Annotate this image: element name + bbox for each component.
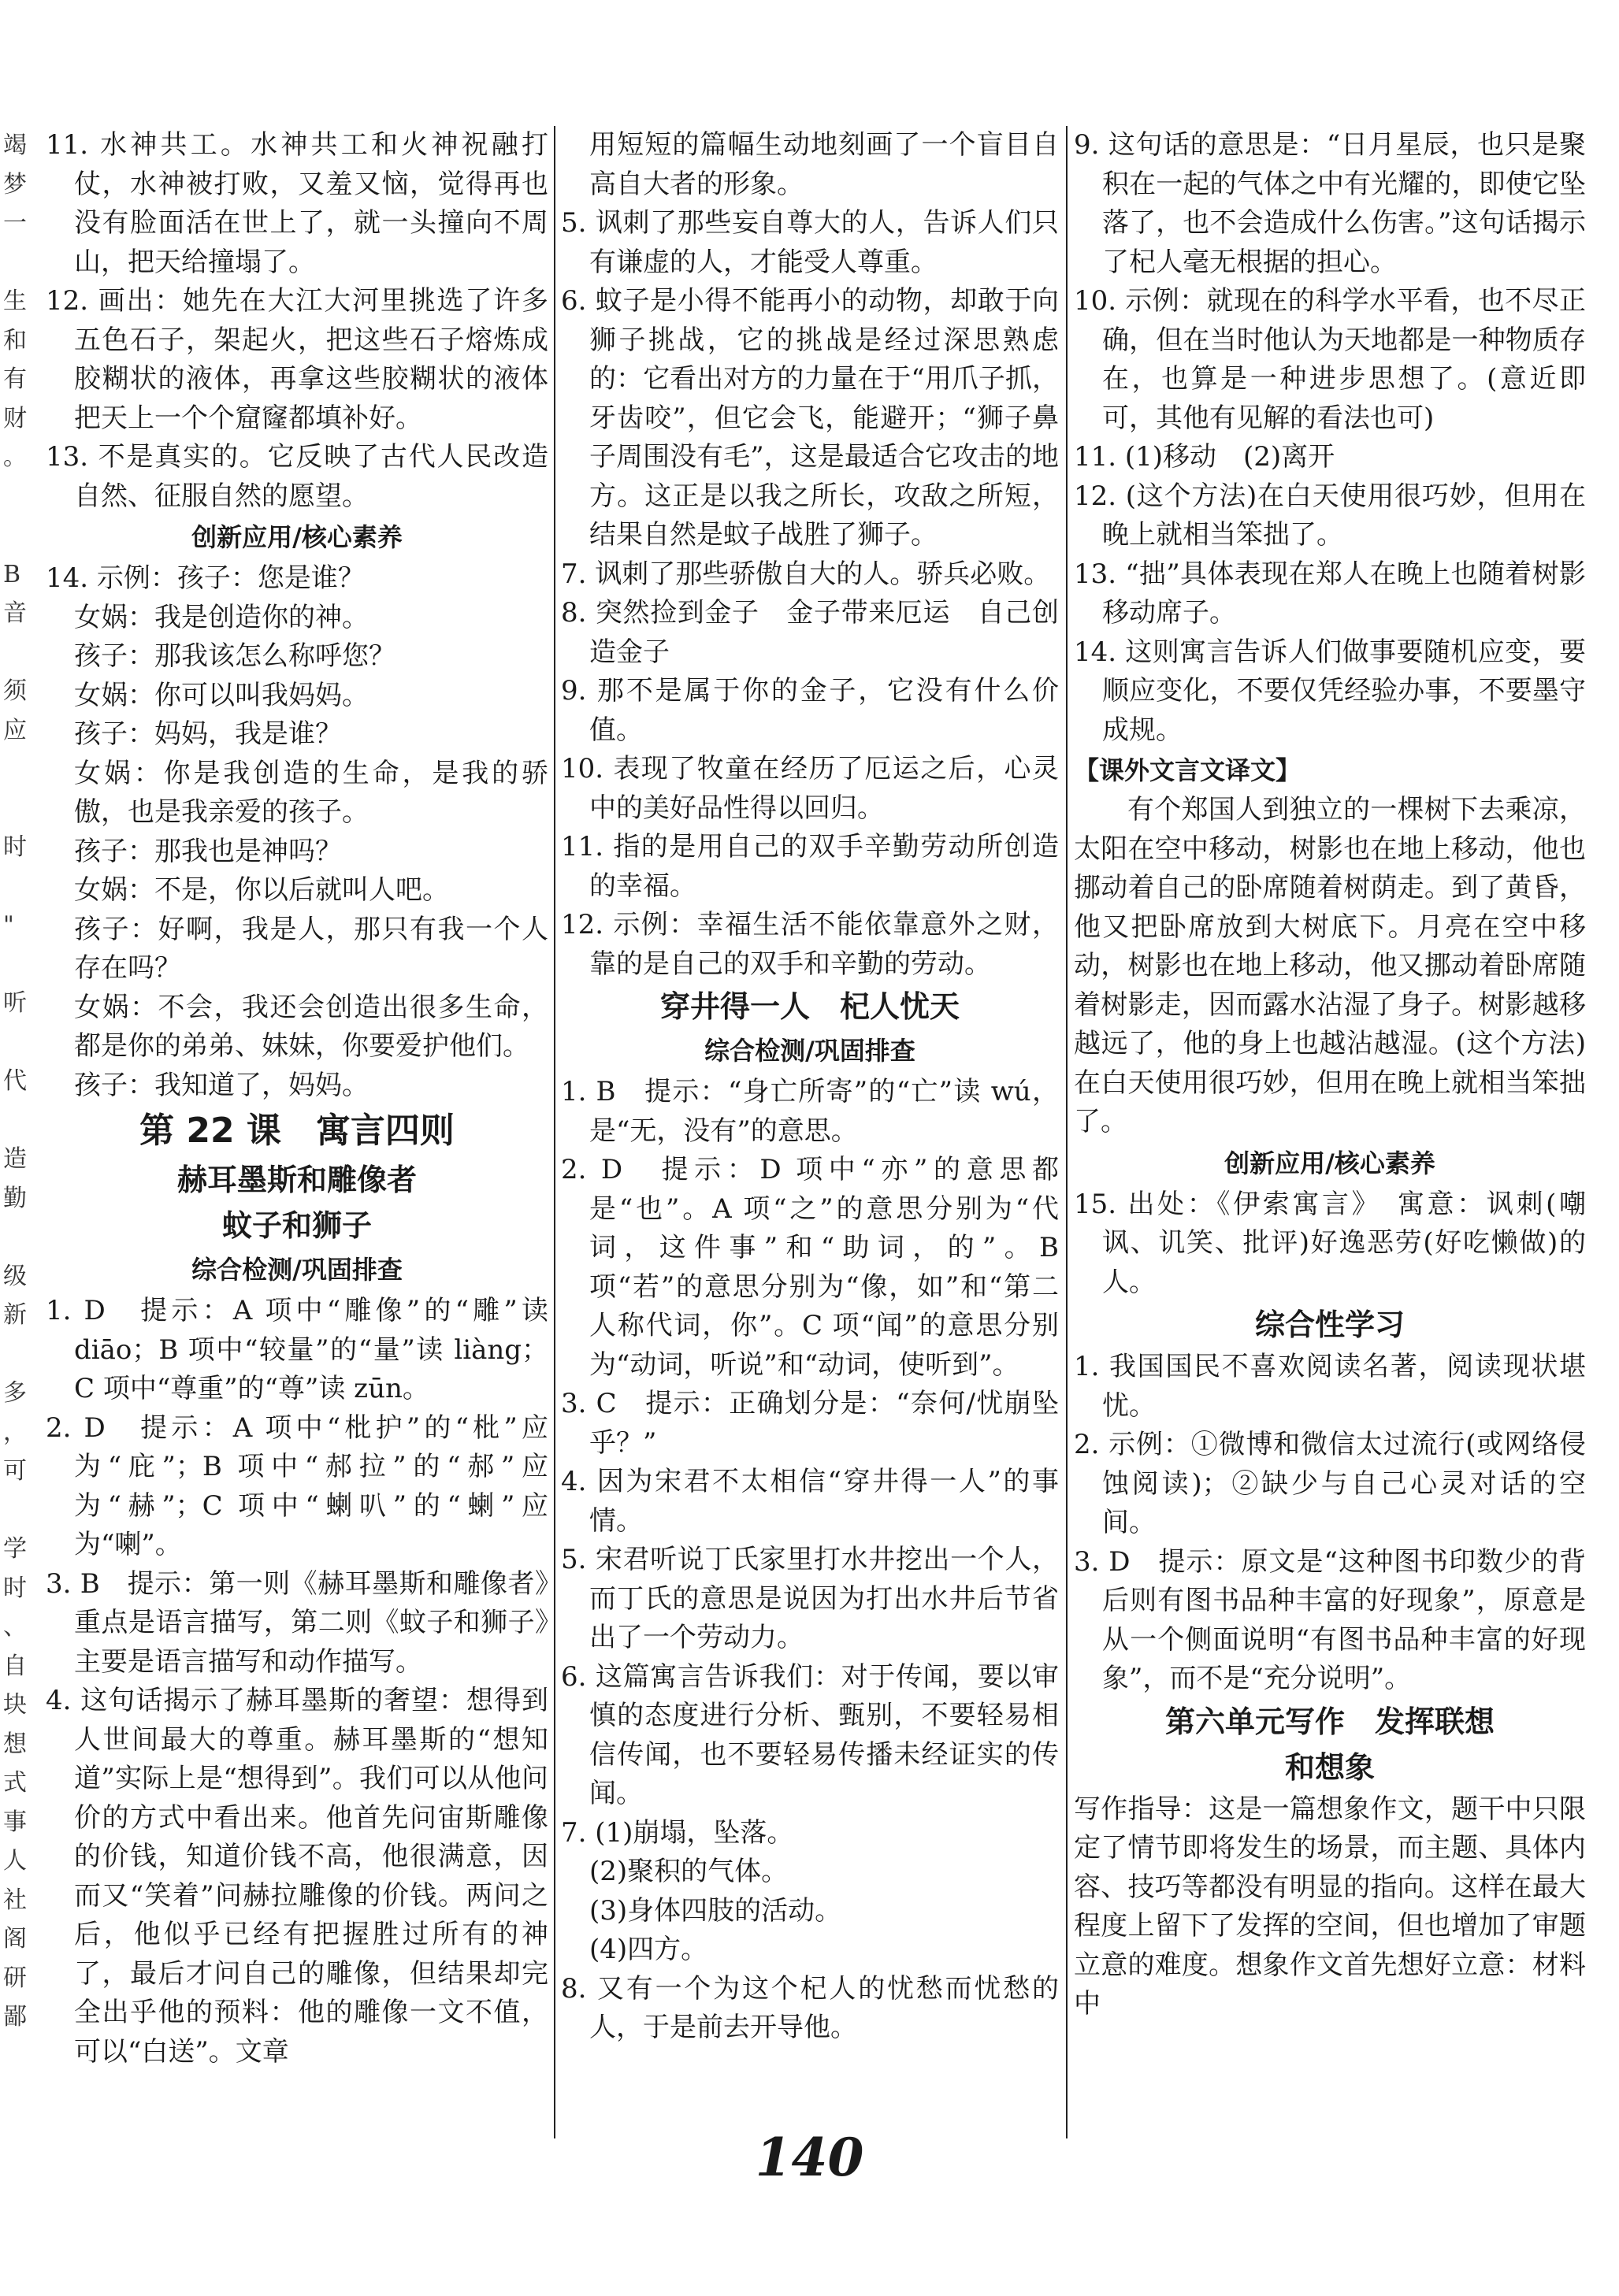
answer-paragraph: 孩子：那我也是神吗？ <box>74 835 342 867</box>
subsection-heading: 综合检测/巩固排查 <box>704 1036 915 1066</box>
answer-paragraph: 9. 那不是属于你的金子，它没有什么价值。 <box>561 675 1059 746</box>
answer-paragraph: 14. 这则寓言告诉人们做事要随机应变，要顺应变化，不要仅凭经验办事，不要墨守成规。 <box>1074 636 1586 746</box>
answer-paragraph: 8. 突然捡到金子 金子带来厄运 自己创造金子 <box>561 597 1059 668</box>
section-title: 第六单元写作 发挥联想 <box>1164 1704 1495 1739</box>
answer-paragraph: 15. 出处：《伊索寓言》 寓意：讽刺(嘲讽、讥笑、批评)好逸恶劳(好吃懒做)的人。 <box>1074 1188 1586 1298</box>
answer-paragraph: 5. 讽刺了那些妄自尊大的人，告诉人们只有谦虚的人，才能受人尊重。 <box>561 207 1059 278</box>
answer-paragraph: 3. D 提示：原文是“这种图书印数少的背后则有图书品种丰富的好现象”，原意是从一个侧面说明“有图书品种丰富的好现象”，而不是“充分说明”。 <box>1074 1545 1586 1694</box>
answer-paragraph: 5. 宋君听说丁氏家里打水井挖出一个人，而丁氏的意思是说因为打出水井后节省出了一个劳动力。 <box>561 1544 1059 1653</box>
answer-paragraph: 6. 蚊子是小得不能再小的动物，却敢于向狮子挑战，它的挑战是经过深思熟虑的：它看出对方的力量在于“用爪子抓，牙齿咬”，但它会飞，能避开；“狮子鼻子周围没有毛”，这是最适合它攻击的地方。这正是以我之所长，攻敌之所短，结果自然是蚊子战胜了狮子。 <box>561 285 1059 551</box>
answer-paragraph: 12. 示例：幸福生活不能依靠意外之财，靠的是自己的双手和辛勤的劳动。 <box>561 909 1059 980</box>
answer-paragraph: 女娲：你是我创造的生命，是我的骄傲，也是我亲爱的孩子。 <box>74 757 548 828</box>
answer-paragraph: 4. 因为宋君不太相信“穿井得一人”的事情。 <box>561 1466 1059 1537</box>
answer-paragraph: 孩子：好啊，我是人，那只有我一个人存在吗？ <box>74 913 548 984</box>
answer-paragraph: 12. 画出：她先在大江大河里挑选了许多五色石子，架起火，把这些石子熔炼成胶糊状的液体，再拿这些胶糊状的液体把天上一个个窟窿都填补好。 <box>46 285 548 434</box>
answer-paragraph: 女娲：你可以叫我妈妈。 <box>74 679 369 711</box>
answer-paragraph: 6. 这篇寓言告诉我们：对于传闻，要以审慎的态度进行分析、甄别，不要轻易相信传闻，也不要轻易传播未经证实的传闻。 <box>561 1660 1059 1809</box>
answer-paragraph: 13. “拙”具体表现在郑人在晚上也随着树影移动席子。 <box>1074 558 1586 629</box>
left-margin-fragment: 竭 梦 一 生 和 有 财 。 B 音 须 应 时 " 听 代 造 勤 级 新 多 ， 可 学 时 、 自 块 想 式 事 人 社 阁 研 鄙 <box>3 132 27 2031</box>
column-divider <box>554 126 555 2138</box>
answer-paragraph: 2. D 提示：D 项中“亦”的意思都是“也”。A 项“之”的意思分别为“代词，这件事”和“助词，的”。B 项“若”的意思分别为“像，如”和“第二人称代词，你”。C 项“闻”的意思分别为“动词，听说”和“动词，使听到”。 <box>561 1154 1059 1381</box>
section-title: 和想象 <box>1284 1749 1375 1785</box>
answer-paragraph: 3. B 提示：第一则《赫耳墨斯和雕像者》重点是语言描写，第二则《蚊子和狮子》主要是语言描写和动作描写。 <box>46 1567 548 1678</box>
answer-paragraph: 孩子：妈妈，我是谁？ <box>74 718 342 750</box>
answer-paragraph: 孩子：我知道了，妈妈。 <box>74 1069 369 1101</box>
column-divider <box>1066 126 1068 2138</box>
answer-paragraph: 用短短的篇幅生动地刻画了一个盲目自高自大者的形象。 <box>589 129 1059 200</box>
subsection-heading: 综合检测/巩固排查 <box>191 1255 403 1285</box>
section-title: 赫耳墨斯和雕像者 <box>176 1163 417 1197</box>
answer-paragraph: 女娲：我是创造你的神。 <box>74 601 369 633</box>
answer-paragraph: 写作指导：这是一篇想象作文，题干中只限定了情节即将发生的场景，而主题、具体内容、技巧等都没有明显的指向。这样在最大程度上留下了发挥的空间，但也增加了审题立意的难度。想象作文首先想好立意：材料中 <box>1074 1793 1586 2020</box>
answer-paragraph: 13. 不是真实的。它反映了古代人民改造自然、征服自然的愿望。 <box>46 441 548 512</box>
answer-paragraph: 10. 表现了牧童在经历了厄运之后，心灵中的美好品性得以回归。 <box>561 753 1059 824</box>
answer-paragraph: (2)聚积的气体。 <box>589 1856 789 1887</box>
answer-paragraph: 女娲：不会，我还会创造出很多生命，都是你的弟弟、妹妹，你要爱护他们。 <box>74 991 548 1062</box>
answer-paragraph: 10. 示例：就现在的科学水平看，也不尽正确，但在当时他认为天地都是一种物质存在，也算是一种进步思想了。(意近即可，其他有见解的看法也可) <box>1074 285 1586 434</box>
section-title: 穿井得一人 杞人忧天 <box>659 989 960 1024</box>
answer-paragraph: 8. 又有一个为这个杞人的忧愁而忧愁的人，于是前去开导他。 <box>561 1972 1059 2043</box>
answer-paragraph: 14. 示例：孩子：您是谁？ <box>46 562 365 594</box>
subsection-heading: 创新应用/核心素养 <box>191 522 403 552</box>
answer-paragraph: 2. 示例：①微博和微信太过流行(或网络侵蚀阅读)；②缺少与自己心灵对话的空间。 <box>1074 1429 1586 1538</box>
section-title: 蚊子和狮子 <box>221 1208 372 1243</box>
answer-paragraph: 1. 我国国民不喜欢阅读名著，阅读现状堪忧。 <box>1074 1351 1586 1422</box>
answer-paragraph: 3. C 提示：正确划分是：“奈何/忧崩坠乎？” <box>561 1388 1059 1459</box>
answer-paragraph: 7. (1)崩塌，坠落。 <box>561 1816 794 1849</box>
answer-column-left <box>46 126 548 2142</box>
answer-column-middle <box>561 126 1059 2142</box>
answer-column-right <box>1074 126 1586 2142</box>
answer-paragraph: (3)身体四肢的活动。 <box>589 1894 842 1927</box>
lesson-title: 第 22 课 寓言四则 <box>139 1111 455 1151</box>
answer-paragraph: 9. 这句话的意思是：“日月星辰，也只是聚积在一起的气体之中有光耀的，即使它坠落了，也不会造成什么伤害。”这句话揭示了杞人毫无根据的担心。 <box>1074 129 1586 278</box>
answer-paragraph: 1. B 提示：“身亡所寄”的“亡”读 wú，是“无，没有”的意思。 <box>561 1076 1059 1147</box>
answer-paragraph: 2. D 提示：A 项中“枇护”的“枇”应为“庇”；B 项中“郝拉”的“郝”应为“赫”；C 项中“蝲叭”的“蝲”应为“喇”。 <box>46 1411 548 1560</box>
answer-paragraph: 4. 这句话揭示了赫耳墨斯的奢望：想得到人世间最大的尊重。赫耳墨斯的“想知道”实际上是“想得到”。我们可以从他问价的方式中看出来。他首先问宙斯雕像的价钱，知道价钱不高，他很满意，因而又“笑着”问赫拉雕像的价钱。两问之后，他似乎已经有把握胜过所有的神了，最后才问自己的雕像，但结果却完全出乎他的预料：他的雕像一文不值，可以“白送”。文章 <box>46 1685 548 2068</box>
answer-paragraph: 女娲：不是，你以后就叫人吧。 <box>74 874 449 906</box>
subsection-heading: 创新应用/核心素养 <box>1224 1148 1435 1178</box>
answer-paragraph: 孩子：那我该怎么称呼您？ <box>74 640 395 672</box>
answer-paragraph: 11. 水神共工。水神共工和火神祝融打仗，水神被打败，又羞又恼，觉得再也没有脸面活在世上了，就一头撞向不周山，把天给撞塌了。 <box>46 129 548 278</box>
answer-paragraph: 11. 指的是用自己的双手辛勤劳动所创造的幸福。 <box>561 831 1059 902</box>
bracket-heading: 【课外文言文译文】 <box>1074 755 1302 785</box>
page-number: 140 <box>755 2127 864 2188</box>
answer-paragraph: (4)四方。 <box>589 1934 708 1965</box>
answer-paragraph: 有个郑国人到独立的一棵树下去乘凉，太阳在空中移动，树影也在地上移动，他也挪动着自己的卧席随着树荫走。到了黄昏，他又把卧席放到大树底下。月亮在空中移动，树影也在地上移动，他又挪动着卧席随着树影走，因而露水沾湿了身子。树影越移越远了，他的身上也越沾越湿。(这个方法)在白天使用很巧妙，但用在晚上就相当笨拙了。 <box>1074 794 1586 1137</box>
answer-paragraph: 11. (1)移动 (2)离开 <box>1074 441 1335 473</box>
answer-paragraph: 1. D 提示：A 项中“雕像”的“雕”读 diāo；B 项中“较量”的“量”读 liàng；C 项中“尊重”的“尊”读 zūn。 <box>46 1295 548 1404</box>
answer-paragraph: 12. (这个方法)在白天使用很巧妙，但用在晚上就相当笨拙了。 <box>1074 480 1586 551</box>
answer-paragraph: 7. 讽刺了那些骄傲自大的人。骄兵必败。 <box>561 558 1051 590</box>
section-title: 综合性学习 <box>1254 1307 1405 1342</box>
